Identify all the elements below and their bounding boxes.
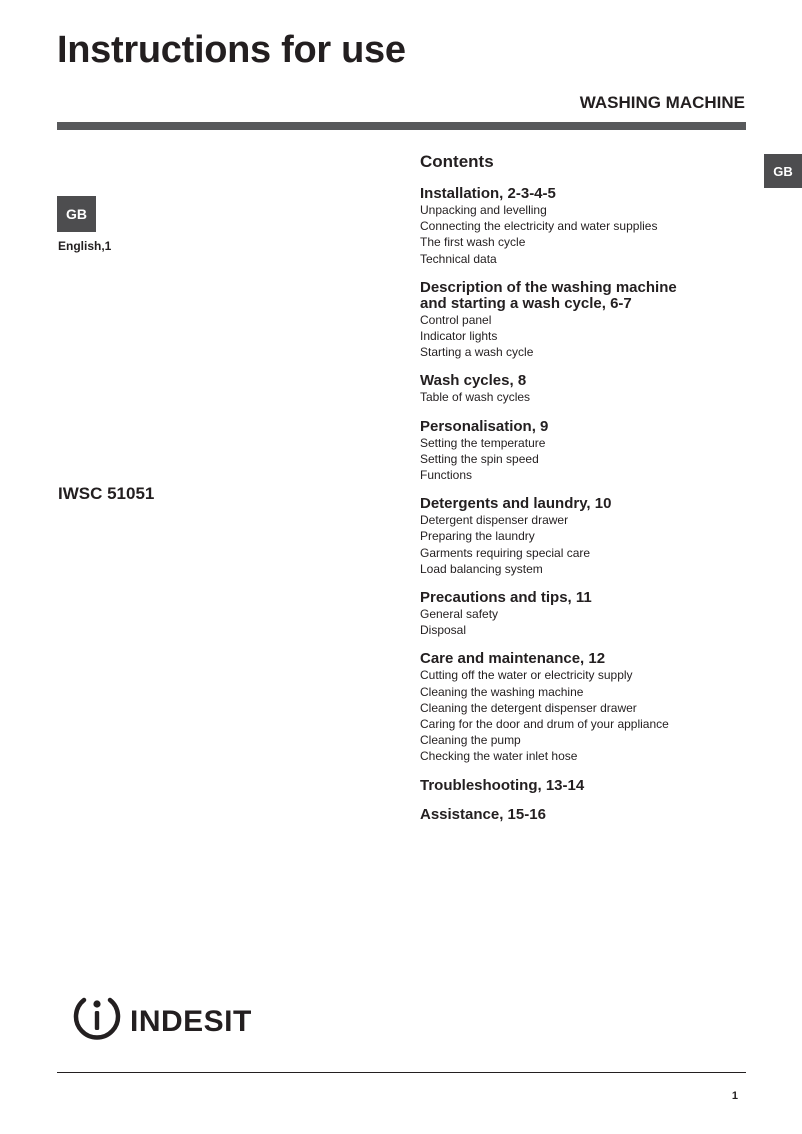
section-title: Precautions and tips, 11 (420, 589, 592, 607)
section-item: Table of wash cycles (420, 390, 531, 405)
language-badge: GB (57, 196, 96, 232)
section-item: Technical data (420, 251, 497, 266)
contents-section (420, 419, 750, 484)
section-item: Cleaning the pump (420, 733, 521, 748)
contents-section (420, 778, 750, 794)
section-item: Indicator lights (420, 329, 498, 344)
table-of-contents (420, 152, 750, 836)
section-item: Functions (420, 468, 473, 483)
section-item: Garments requiring special care (420, 545, 591, 560)
contents-section (420, 280, 750, 361)
product-type: WASHING MACHINE (579, 93, 745, 112)
section-item: Preparing the laundry (420, 529, 535, 544)
section-title: Care and maintenance, 12 (420, 650, 606, 668)
section-item: Starting a wash cycle (420, 345, 534, 360)
contents-section (420, 590, 750, 638)
model-number: IWSC 51051 (58, 484, 155, 503)
section-item: Caring for the door and drum of your appliance (420, 717, 669, 732)
section-item: Cutting off the water or electricity supply (420, 668, 633, 683)
section-title: Description of the washing machine and starting a wash cycle, 6-7 (420, 278, 677, 312)
section-title: Installation, 2-3-4-5 (420, 185, 556, 202)
header-divider (57, 122, 746, 130)
page-number: 1 (731, 1090, 738, 1102)
contents-section (420, 807, 750, 823)
section-item: General safety (420, 607, 499, 622)
contents-section (420, 186, 750, 267)
section-title: Personalisation, 9 (420, 417, 549, 435)
section-item: Detergent dispenser drawer (420, 513, 569, 528)
section-item: Checking the water inlet hose (420, 749, 578, 764)
section-title: Troubleshooting, 13-14 (420, 776, 585, 794)
indesit-power-logo-icon (76, 1000, 118, 1037)
language-side-tab: GB (764, 154, 802, 188)
section-item: Load balancing system (420, 561, 543, 576)
indesit-logo (70, 990, 270, 1046)
document-title: Instructions for use (57, 29, 406, 71)
section-title: Assistance, 15-16 (420, 805, 546, 823)
section-item: Control panel (420, 312, 492, 327)
section-item: Connecting the electricity and water supplies (420, 219, 658, 234)
section-title: Wash cycles, 8 (420, 372, 527, 390)
contents-sections (420, 186, 750, 823)
section-title: Detergents and laundry, 10 (420, 495, 612, 513)
section-item: Unpacking and levelling (420, 203, 547, 217)
contents-heading: Contents (420, 152, 494, 171)
footer-divider (57, 1072, 746, 1073)
brand-wordmark: INDESIT (130, 1005, 252, 1038)
section-item: Cleaning the detergent dispenser drawer (420, 700, 637, 715)
section-item: Setting the spin speed (420, 451, 539, 466)
language-label: English,1 (58, 239, 112, 253)
section-item: The first wash cycle (420, 235, 526, 250)
contents-section (420, 496, 750, 577)
section-item: Disposal (420, 623, 467, 638)
contents-section (420, 373, 750, 405)
section-item: Cleaning the washing machine (420, 684, 584, 699)
section-item: Setting the temperature (420, 435, 546, 450)
contents-section (420, 651, 750, 764)
